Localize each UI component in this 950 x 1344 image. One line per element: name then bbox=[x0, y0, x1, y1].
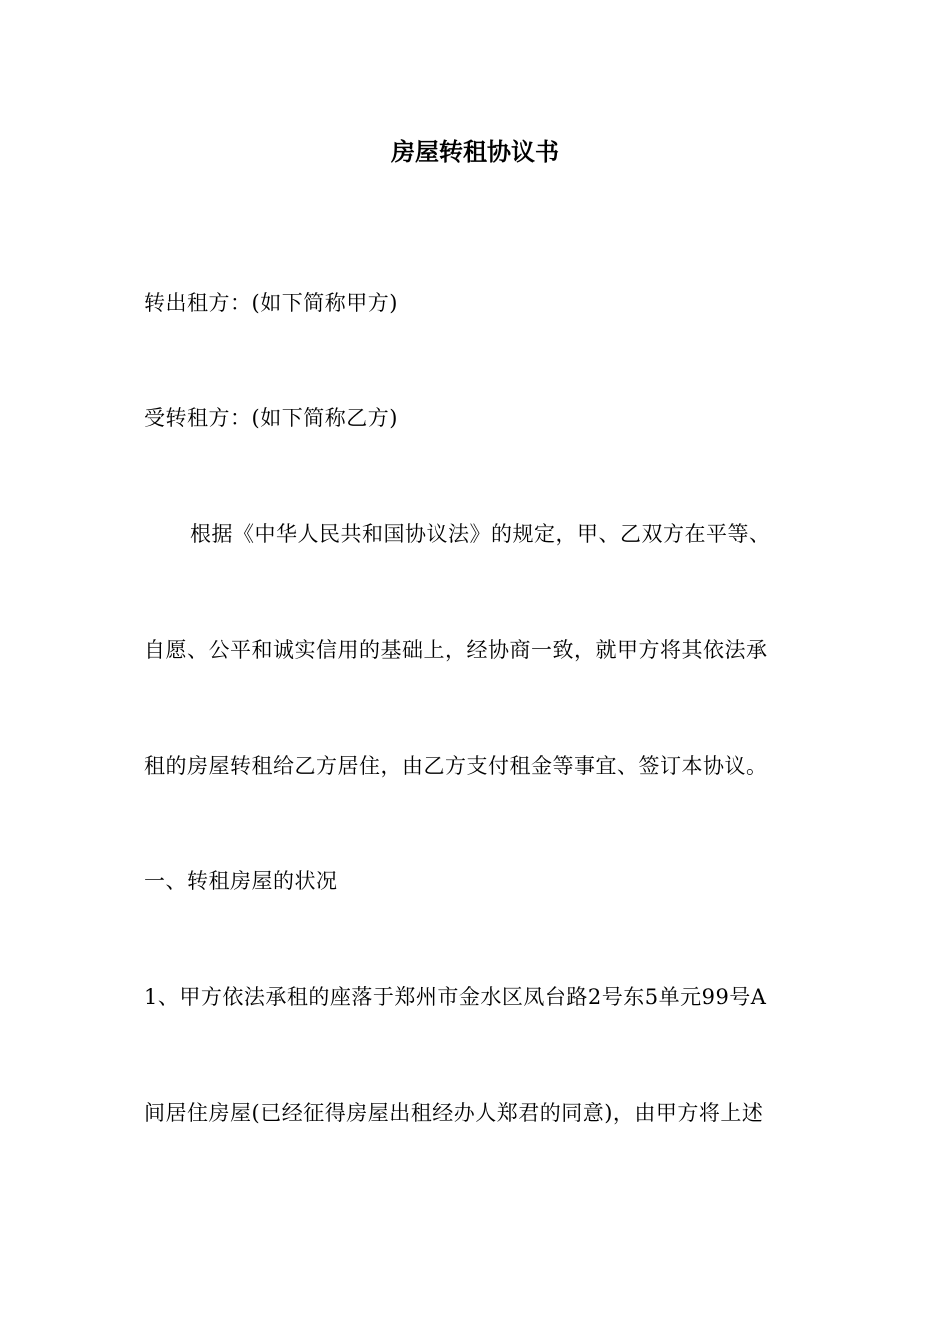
clause-1-line-2: 间居住房屋(已经征得房屋出租经办人郑君的同意)，由甲方将上述 bbox=[144, 1101, 764, 1125]
preamble-line-3: 租的房屋转租给乙方居住，由乙方支付租金等事宜、签订本协议。 bbox=[144, 754, 768, 778]
preamble-line-2: 自愿、公平和诚实信用的基础上，经协商一致，就甲方将其依法承 bbox=[144, 638, 768, 662]
document-title: 房屋转租协议书 bbox=[391, 137, 559, 166]
clause-1-line-1: 1、甲方依法承租的座落于郑州市金水区凤台路2号东5单元99号A bbox=[144, 985, 767, 1009]
section-heading: 一、转租房屋的状况 bbox=[144, 869, 338, 893]
party-b-line: 受转租方：(如下简称乙方) bbox=[144, 406, 398, 430]
preamble-line-1: 根据《中华人民共和国协议法》的规定，甲、乙双方在平等、 bbox=[190, 522, 771, 546]
party-a-line: 转出租方：(如下简称甲方) bbox=[144, 291, 398, 315]
